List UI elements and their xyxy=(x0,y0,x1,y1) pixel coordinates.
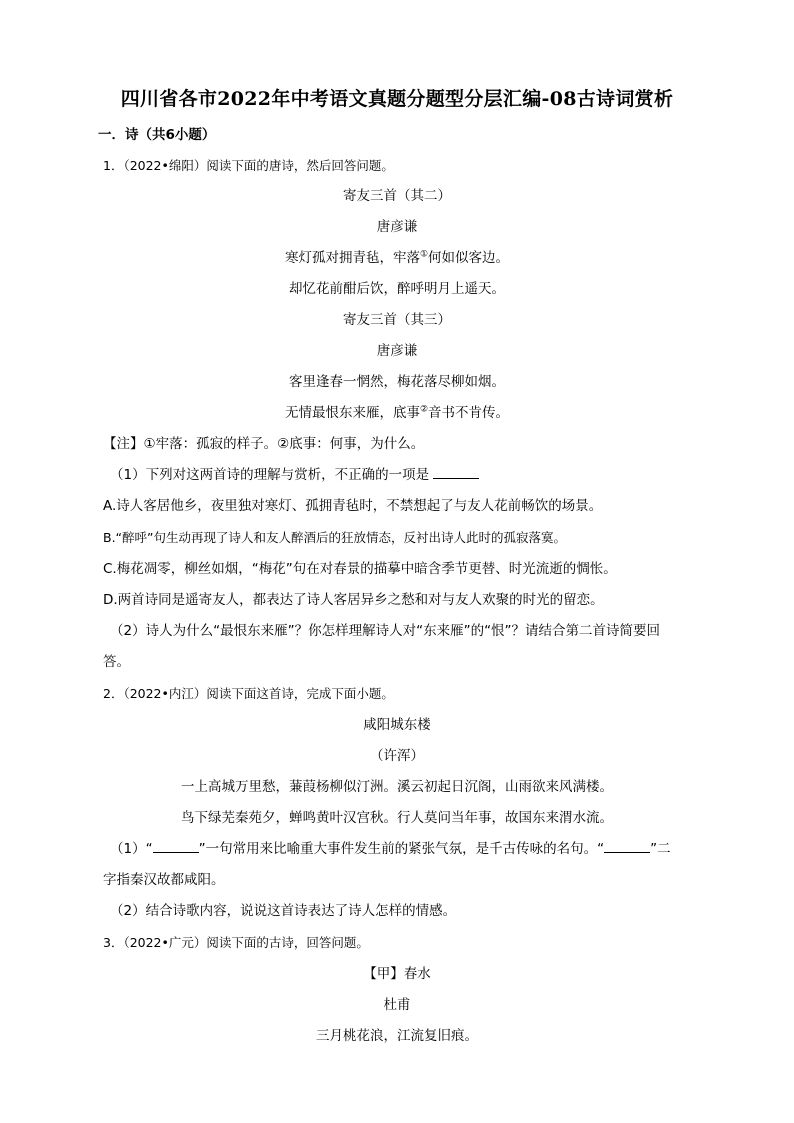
option-d: D.两首诗同是遥寄友人，都表达了诗人客居异乡之愁和对与友人欢聚的时光的留恋。 xyxy=(103,592,604,608)
poem1-line-2: 却忆花前酣后饮，醉呼明月上遥天。 xyxy=(289,281,505,297)
poem2-line-1: 客里逢春一惘然，梅花落尽柳如烟。 xyxy=(289,374,505,390)
poem1-line-1 xyxy=(0,249,794,267)
answer-blank[interactable] xyxy=(153,840,199,853)
q2-sub1-part-a: （1）“ xyxy=(110,841,153,857)
q2-sub1-part-c: ”二 xyxy=(650,841,671,857)
q1-sub1-text: （1）下列对这两首诗的理解与赏析，不正确的一项是 xyxy=(110,467,430,483)
q2-sub1-line-1 xyxy=(110,840,671,858)
footnote-marker-2: ② xyxy=(419,404,429,415)
option-c: C.梅花凋零，柳丝如烟，“梅花”句在对春景的描摹中暗含季节更替、时光流逝的惆怅。 xyxy=(103,561,617,577)
q2-poem-author: （许浑） xyxy=(370,748,424,764)
q3-poem-title: 【甲】春水 xyxy=(363,966,431,982)
q1-sub1 xyxy=(110,466,479,484)
q2-sub1-part-b: ”一句常用来比喻重大事件发生前的紧张气氛，是千古传咏的名句。“ xyxy=(198,841,605,857)
footnote-marker-1: ① xyxy=(419,249,429,260)
poem1-author: 唐彦谦 xyxy=(376,219,418,235)
poem2-line-2-part-b: 音书不肯传。 xyxy=(428,405,510,421)
q1-sub2-line-1: （2）诗人为什么“最恨东来雁”？你怎样理解诗人对“东来雁”的“恨”？请结合第二首诗简要回 xyxy=(110,623,661,639)
q3-poem-line-1: 三月桃花浪，江流复旧痕。 xyxy=(316,1028,478,1044)
q2-poem-line-1: 一上高城万里愁，蒹葭杨柳似汀洲。溪云初起日沉阁，山雨欲来风满楼。 xyxy=(181,779,613,795)
option-a: A.诗人客居他乡，夜里独对寒灯、孤拥青毡时，不禁想起了与友人花前畅饮的场景。 xyxy=(103,498,603,514)
poem2-line-2-part-a: 无情最恨东来雁，底事 xyxy=(284,405,420,421)
poem2-line-2 xyxy=(0,404,794,422)
question-1-stem: 1．（2022•绵阳）阅读下面的唐诗，然后回答问题。 xyxy=(103,158,394,173)
annotation-note: 【注】①牢落：孤寂的样子。②底事：何事，为什么。 xyxy=(103,436,425,452)
poem1-line-1-part-a: 寒灯孤对拥青毡，牢落 xyxy=(284,250,420,266)
poem1-title: 寄友三首（其二） xyxy=(343,188,451,204)
q2-sub1-line-2: 字指秦汉故都咸阳。 xyxy=(103,872,225,888)
q2-poem-line-2: 鸟下绿芜秦苑夕，蝉鸣黄叶汉宫秋。行人莫问当年事，故国东来渭水流。 xyxy=(181,810,613,826)
q1-sub2-line-2: 答。 xyxy=(103,654,130,670)
question-3-stem: 3．（2022•广元）阅读下面的古诗，回答问题。 xyxy=(103,935,369,950)
poem2-title: 寄友三首（其三） xyxy=(343,312,451,328)
poem1-line-1-part-b: 何如似客边。 xyxy=(428,250,510,266)
page-title: 四川省各市2022年中考语文真题分题型分层汇编-08古诗词赏析 xyxy=(120,88,674,110)
poem2-author: 唐彦谦 xyxy=(376,343,418,359)
q2-poem-title: 咸阳城东楼 xyxy=(363,717,431,733)
q3-poem-author: 杜甫 xyxy=(383,997,411,1013)
section-heading: 一．诗（共6小题） xyxy=(98,127,216,143)
question-2-stem: 2．（2022•内江）阅读下面这首诗，完成下面小题。 xyxy=(103,686,394,701)
option-b: B.“醉呼”句生动再现了诗人和友人醉酒后的狂放情态，反衬出诗人此时的孤寂落寞。 xyxy=(103,530,567,545)
answer-blank[interactable] xyxy=(433,466,479,479)
answer-blank[interactable] xyxy=(604,840,650,853)
q2-sub2: （2）结合诗歌内容，说说这首诗表达了诗人怎样的情感。 xyxy=(110,903,457,919)
